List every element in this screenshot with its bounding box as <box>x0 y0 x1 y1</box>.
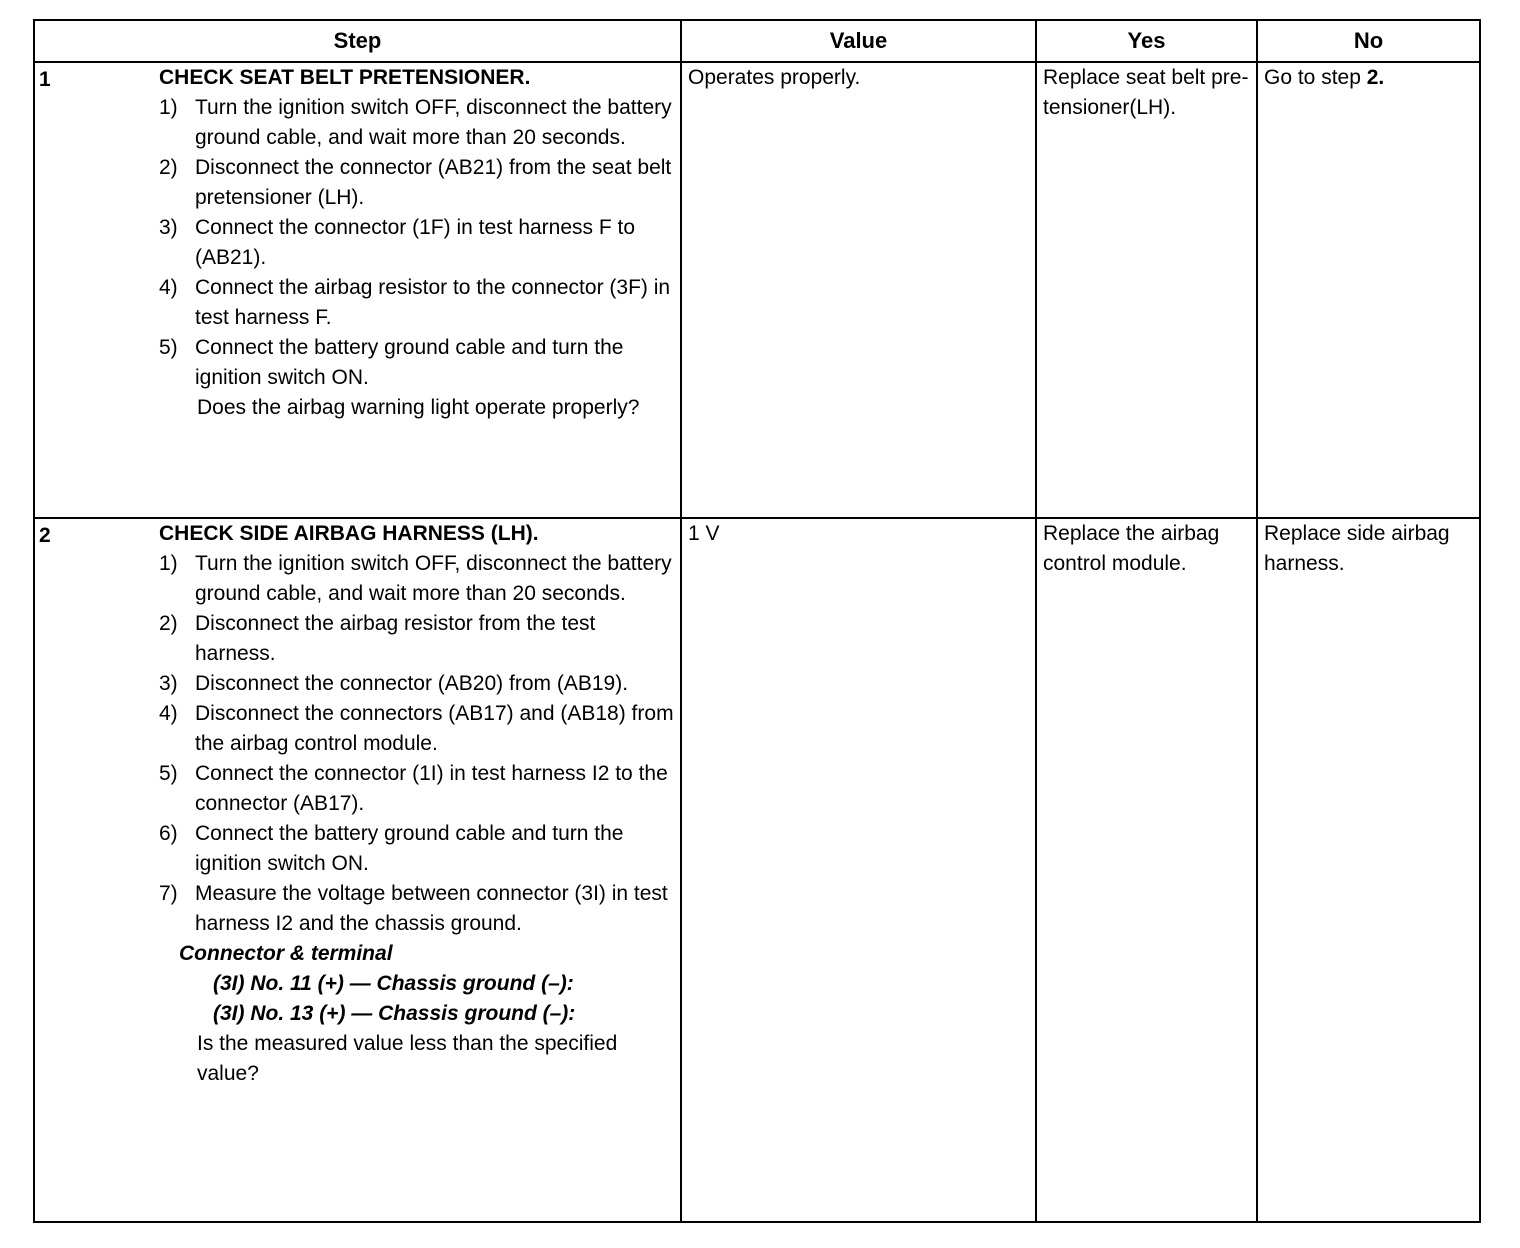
header-value: Value <box>681 20 1036 62</box>
item-text: Disconnect the connector (AB21) from the seat belt pretensioner (LH). <box>195 156 672 209</box>
step-cell-1 <box>34 62 681 518</box>
no-cell-1 <box>1257 62 1480 518</box>
value-text: 1 V <box>688 522 720 545</box>
procedure-item <box>159 153 676 213</box>
item-number: 2) <box>159 612 178 635</box>
item-number: 3) <box>159 216 178 239</box>
item-number: 5) <box>159 762 178 785</box>
diagnostic-table <box>33 19 1481 1223</box>
connector-terminal-spec: (3I) No. 13 (+) — Chassis ground (–): <box>213 1002 576 1025</box>
table-row-step-2 <box>34 518 1480 1222</box>
item-text: Turn the ignition switch OFF, disconnect the battery ground cable, and wait more than 20 seconds. <box>195 552 672 605</box>
no-text: Replace side airbag harness. <box>1264 522 1450 575</box>
item-number: 7) <box>159 882 178 905</box>
diagnostic-table-container <box>33 19 1479 1223</box>
item-number: 4) <box>159 702 178 725</box>
item-number: 4) <box>159 276 178 299</box>
yes-cell-2 <box>1036 518 1257 1222</box>
item-number: 1) <box>159 96 178 119</box>
procedure-item <box>159 669 676 699</box>
step-question: Is the measured value less than the specified value? <box>197 1032 618 1085</box>
procedure-item <box>159 273 676 333</box>
step-reference: 2. <box>1366 66 1385 89</box>
item-text: Connect the connector (1I) in test harness I2 to the connector (AB17). <box>195 762 668 815</box>
header-row <box>34 20 1480 62</box>
item-text: Disconnect the airbag resistor from the test harness. <box>195 612 596 665</box>
yes-text: Replace the airbag control module. <box>1043 522 1220 575</box>
no-cell-2 <box>1257 518 1480 1222</box>
header-step: Step <box>34 20 681 62</box>
yes-text: Replace seat belt pre-tensioner(LH). <box>1043 66 1249 119</box>
step-body <box>159 519 680 1089</box>
step-cell-2 <box>34 518 681 1222</box>
connector-terminal-spec: (3I) No. 11 (+) — Chassis ground (–): <box>213 972 574 995</box>
header-yes: Yes <box>1036 20 1257 62</box>
procedure-item <box>159 333 676 393</box>
item-text: Connect the airbag resistor to the connector (3F) in test harness F. <box>195 276 671 329</box>
item-number: 1) <box>159 552 178 575</box>
procedure-item <box>159 93 676 153</box>
item-text: Disconnect the connector (AB20) from (AB19). <box>195 672 629 695</box>
step-number: 1 <box>39 68 51 91</box>
procedure-item <box>159 609 676 669</box>
procedure-item <box>159 549 676 609</box>
step-question: Does the airbag warning light operate properly? <box>197 396 640 419</box>
item-number: 2) <box>159 156 178 179</box>
step-number: 2 <box>39 524 51 547</box>
item-text: Connect the battery ground cable and turn the ignition switch ON. <box>195 336 624 389</box>
procedure-item <box>159 759 676 819</box>
value-text: Operates properly. <box>688 66 861 89</box>
procedure-item <box>159 879 676 939</box>
step-body <box>159 63 680 423</box>
item-text: Turn the ignition switch OFF, disconnect the battery ground cable, and wait more than 20 seconds. <box>195 96 672 149</box>
table-row-step-1 <box>34 62 1480 518</box>
item-text: Connect the battery ground cable and turn the ignition switch ON. <box>195 822 624 875</box>
value-cell-1 <box>681 62 1036 518</box>
item-number: 6) <box>159 822 178 845</box>
value-cell-2 <box>681 518 1036 1222</box>
no-text-prefix: Go to step <box>1264 66 1367 89</box>
header-no: No <box>1257 20 1480 62</box>
procedure-item <box>159 819 676 879</box>
no-text <box>1258 63 1479 93</box>
connector-terminal-heading: Connector & terminal <box>179 942 393 965</box>
procedure-item <box>159 213 676 273</box>
step-title: CHECK SEAT BELT PRETENSIONER. <box>159 66 531 89</box>
item-number: 3) <box>159 672 178 695</box>
item-text: Connect the connector (1F) in test harness F to (AB21). <box>195 216 636 269</box>
step-title: CHECK SIDE AIRBAG HARNESS (LH). <box>159 522 539 545</box>
procedure-item <box>159 699 676 759</box>
item-text: Measure the voltage between connector (3I) in test harness I2 and the chassis ground. <box>195 882 668 935</box>
item-number: 5) <box>159 336 178 359</box>
item-text: Disconnect the connectors (AB17) and (AB18) from the airbag control module. <box>195 702 674 755</box>
yes-cell-1 <box>1036 62 1257 518</box>
